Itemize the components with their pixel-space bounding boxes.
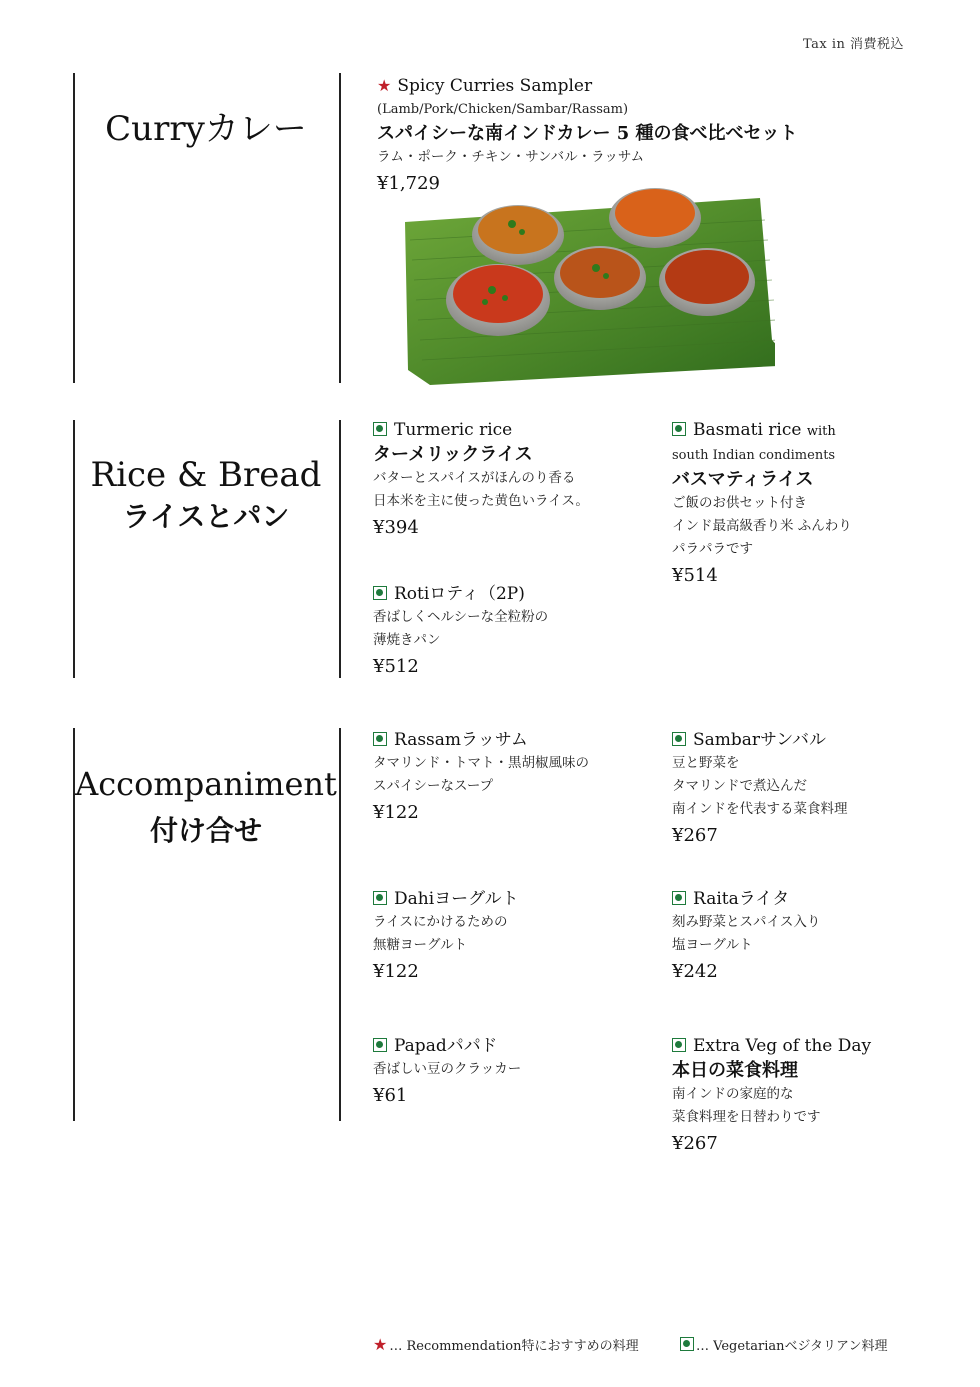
acc-title-en: Accompaniment — [75, 765, 337, 803]
acc-title-jp: 付け合せ — [149, 814, 262, 847]
curry-sampler-photo — [400, 180, 775, 395]
item-price: ¥512 — [373, 656, 419, 677]
item-description: 無糖ヨーグルト — [373, 937, 468, 953]
item-jp-name: スパイシーな南インドカレー 5 種の食べ比べセット — [377, 123, 798, 144]
vegetarian-icon — [680, 1337, 694, 1351]
divider-curry-right — [339, 73, 341, 383]
vegetarian-icon — [373, 732, 387, 746]
item-description: 豆と野菜を — [672, 755, 740, 771]
item-description: バターとスパイスがほんのり香る — [373, 470, 576, 486]
divider-rice-right — [339, 420, 341, 678]
recommend-star-icon: ★ — [373, 1335, 388, 1354]
item-description: 南インドを代表する菜食料理 — [672, 801, 848, 817]
item-description: 薄焼きパン — [373, 632, 441, 648]
item-name-suffix: with — [806, 424, 836, 439]
item-name: Dahiヨーグルト — [394, 889, 519, 909]
curry-title: Curryカレー — [105, 109, 307, 149]
vegetarian-icon — [373, 586, 387, 600]
item-description: タマリンド・トマト・黒胡椒風味の — [373, 755, 589, 771]
item-description: 香ばしい豆のクラッカー — [373, 1061, 522, 1077]
item-price: ¥242 — [672, 961, 718, 982]
tax-note: Tax in 消費税込 — [802, 37, 904, 52]
item-price: ¥1,729 — [377, 173, 440, 194]
legend-vegetarian — [680, 1335, 887, 1354]
item-price: ¥394 — [373, 517, 419, 538]
item-description: ラム・ポーク・チキン・サンバル・ラッサム — [377, 149, 645, 165]
item-name: Rassamラッサム — [394, 730, 528, 750]
item-subtitle: south Indian condiments — [672, 448, 836, 463]
menu-item-basmati-rice — [672, 418, 852, 590]
vegetarian-icon — [672, 1038, 686, 1052]
section-title-rice — [75, 453, 337, 537]
item-description: 菜食料理を日替わりです — [672, 1109, 821, 1125]
recommend-star-icon: ★ — [377, 76, 392, 95]
section-title-curry — [75, 107, 337, 151]
item-description: 香ばしくヘルシーな全粒粉の — [373, 609, 549, 625]
rice-title-en: Rice & Bread — [90, 455, 322, 495]
item-jp-name: ターメリックライス — [373, 444, 533, 465]
item-description: 塩ヨーグルト — [672, 937, 753, 953]
divider-acc-right — [339, 728, 341, 1121]
item-price: ¥122 — [373, 802, 419, 823]
item-price: ¥514 — [672, 565, 718, 586]
section-title-accompaniment — [75, 762, 337, 856]
item-name: Sambarサンバル — [693, 730, 827, 750]
item-name: Basmati rice — [693, 420, 802, 440]
item-price: ¥61 — [373, 1085, 408, 1106]
item-description: パラパラです — [672, 541, 753, 557]
item-description: 刻み野菜とスパイス入り — [672, 914, 821, 930]
menu-item-raita — [672, 887, 820, 986]
item-name: Raitaライタ — [693, 889, 790, 909]
vegetarian-icon — [373, 422, 387, 436]
item-description: スパイシーなスープ — [373, 778, 494, 794]
menu-item-roti — [373, 582, 548, 681]
menu-item-dahi — [373, 887, 519, 986]
vegetarian-icon — [373, 891, 387, 905]
menu-item-papad — [373, 1034, 521, 1110]
item-name: Spicy Curries Sampler — [397, 76, 593, 96]
vegetarian-icon — [672, 732, 686, 746]
item-jp-name: バスマティライス — [672, 469, 814, 490]
legend-recommendation — [373, 1335, 639, 1354]
item-subtitle: (Lamb/Pork/Chicken/Sambar/Rassam) — [377, 102, 629, 117]
item-description: 南インドの家庭的な — [672, 1086, 794, 1102]
item-description: ご飯のお供セット付き — [672, 495, 807, 511]
item-price: ¥267 — [672, 1133, 718, 1154]
vegetarian-icon — [672, 422, 686, 436]
menu-item-turmeric-rice — [373, 418, 589, 542]
item-jp-name: 本日の菜食料理 — [672, 1060, 798, 1081]
vegetarian-icon — [373, 1038, 387, 1052]
item-name: Turmeric rice — [394, 420, 513, 440]
legend-vegetarian-text: … Vegetarianベジタリアン料理 — [696, 1339, 888, 1354]
menu-item-extra-veg — [672, 1034, 871, 1158]
item-price: ¥267 — [672, 825, 718, 846]
menu-item-rassam — [373, 728, 589, 827]
item-description: ライスにかけるための — [373, 914, 508, 930]
item-name: Extra Veg of the Day — [693, 1036, 872, 1056]
legend-recommend-text: … Recommendation特におすすめの料理 — [389, 1339, 639, 1354]
vegetarian-icon — [672, 891, 686, 905]
item-description: タマリンドで煮込んだ — [672, 778, 807, 794]
menu-item-sambar — [672, 728, 848, 850]
item-description: インド最高級香り米 ふんわり — [672, 518, 852, 534]
item-description: 日本米を主に使った黄色いライス。 — [373, 493, 589, 509]
item-price: ¥122 — [373, 961, 419, 982]
rice-title-jp: ライスとパン — [122, 500, 290, 533]
item-name: Papadパパド — [394, 1036, 498, 1056]
item-name: Rotiロティ（2P) — [394, 584, 525, 604]
